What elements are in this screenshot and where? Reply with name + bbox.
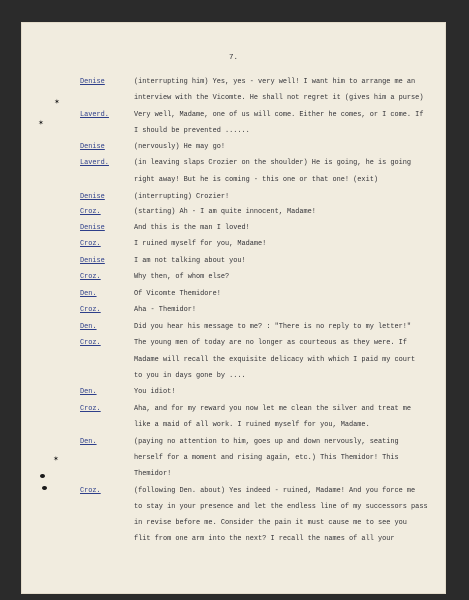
speaker-name: Croz. (80, 240, 101, 248)
dialogue-text: (starting) Ah - I am quite innocent, Madame! (134, 208, 316, 216)
script-line (21, 193, 446, 207)
dialogue-text: (following Den. about) Yes indeed - ruined, Madame! And you force me (134, 487, 416, 495)
dialogue-text: like a maid of all work. I ruined myself for you, Madame. (134, 421, 370, 429)
speaker-name: Den. (80, 388, 97, 396)
dialogue-text: right away! But he is coming - this one or that one! (exit) (134, 176, 378, 184)
script-line (21, 470, 446, 484)
script-line (21, 208, 446, 222)
speaker-name: Croz. (80, 487, 101, 495)
dialogue-text: to you in days gone by .... (134, 372, 246, 380)
margin-mark-icon: ✶ (38, 119, 44, 127)
dialogue-text: Aha - Themidor! (134, 306, 197, 314)
dialogue-text: I ruined myself for you, Madame! (134, 240, 267, 248)
script-line (21, 224, 446, 238)
speaker-name: Laverd. (80, 159, 109, 167)
script-line (21, 535, 446, 549)
punch-hole-icon (42, 486, 47, 490)
script-line (21, 503, 446, 517)
speaker-name: Laverd. (80, 111, 109, 119)
speaker-name: Croz. (80, 306, 101, 314)
speaker-name: Denise (80, 78, 105, 86)
script-line (21, 388, 446, 402)
speaker-name: Denise (80, 257, 105, 265)
dialogue-text: (paying no attention to him, goes up and down nervously, seating (134, 438, 399, 446)
dialogue-text: in revise before me. Consider the pain it must cause me to see you (134, 519, 407, 527)
margin-mark-icon: ✶ (54, 98, 60, 106)
dialogue-text: I should be prevented ...... (134, 127, 250, 135)
dialogue-text: Themidor! (134, 470, 172, 478)
script-line (21, 94, 446, 108)
dialogue-text: Very well, Madame, one of us will come. Either he comes, or I come. If (134, 111, 424, 119)
script-line (21, 306, 446, 320)
dialogue-text: Madame will recall the exquisite delicacy with which I paid my court (134, 356, 416, 364)
script-line (21, 438, 446, 452)
script-line (21, 240, 446, 254)
dialogue-text: (interrupting) Crozier! (134, 193, 230, 201)
speaker-name: Croz. (80, 405, 101, 413)
dialogue-text: Aha, and for my reward you now let me clean the silver and treat me (134, 405, 412, 413)
dialogue-text: Why then, of whom else? (134, 273, 230, 281)
page-number: 7. (228, 54, 238, 62)
speaker-name: Croz. (80, 208, 101, 216)
dialogue-text: The young men of today are no longer as courteous as they were. If (134, 339, 407, 347)
script-line (21, 405, 446, 419)
speaker-name: Croz. (80, 339, 101, 347)
script-line (21, 257, 446, 271)
punch-hole-icon (40, 474, 45, 478)
dialogue-text: herself for a moment and rising again, etc.) This Themidor! This (134, 454, 399, 462)
dialogue-text: I am not talking about you! (134, 257, 246, 265)
dialogue-text: And this is the man I loved! (134, 224, 250, 232)
speaker-name: Croz. (80, 273, 101, 281)
script-line (21, 421, 446, 435)
script-line (21, 290, 446, 304)
script-line (21, 159, 446, 173)
document-page (21, 22, 446, 594)
script-line (21, 487, 446, 501)
script-line (21, 176, 446, 190)
speaker-name: Den. (80, 323, 97, 331)
speaker-name: Denise (80, 224, 105, 232)
script-line (21, 519, 446, 533)
speaker-name: Denise (80, 193, 105, 201)
dialogue-text: flit from one arm into the next? I recall the names of all your (134, 535, 395, 543)
speaker-name: Den. (80, 438, 97, 446)
script-line (21, 143, 446, 157)
script-line (21, 454, 446, 468)
dialogue-text: interview with the Vicomte. He shall not regret it (gives him a purse) (134, 94, 424, 102)
dialogue-text: (interrupting him) Yes, yes - very well! I want him to arrange me an (134, 78, 416, 86)
dialogue-text: (nervously) He may go! (134, 143, 225, 151)
dialogue-text: (in leaving slaps Crozier on the shoulder) He is going, he is going (134, 159, 412, 167)
speaker-name: Denise (80, 143, 105, 151)
script-line (21, 111, 446, 125)
dialogue-text: to stay in your presence and let the endless line of my successors pass (134, 503, 428, 511)
script-line (21, 273, 446, 287)
script-line (21, 356, 446, 370)
script-line (21, 78, 446, 92)
dialogue-text: Did you hear his message to me? : "There is no reply to my letter!" (134, 323, 412, 331)
dialogue-text: Of Vicomte Themidore! (134, 290, 221, 298)
script-line (21, 372, 446, 386)
margin-mark-icon: ✶ (53, 455, 59, 463)
speaker-name: Den. (80, 290, 97, 298)
script-line (21, 323, 446, 337)
dialogue-text: You idiot! (134, 388, 176, 396)
script-line (21, 339, 446, 353)
script-line (21, 127, 446, 141)
